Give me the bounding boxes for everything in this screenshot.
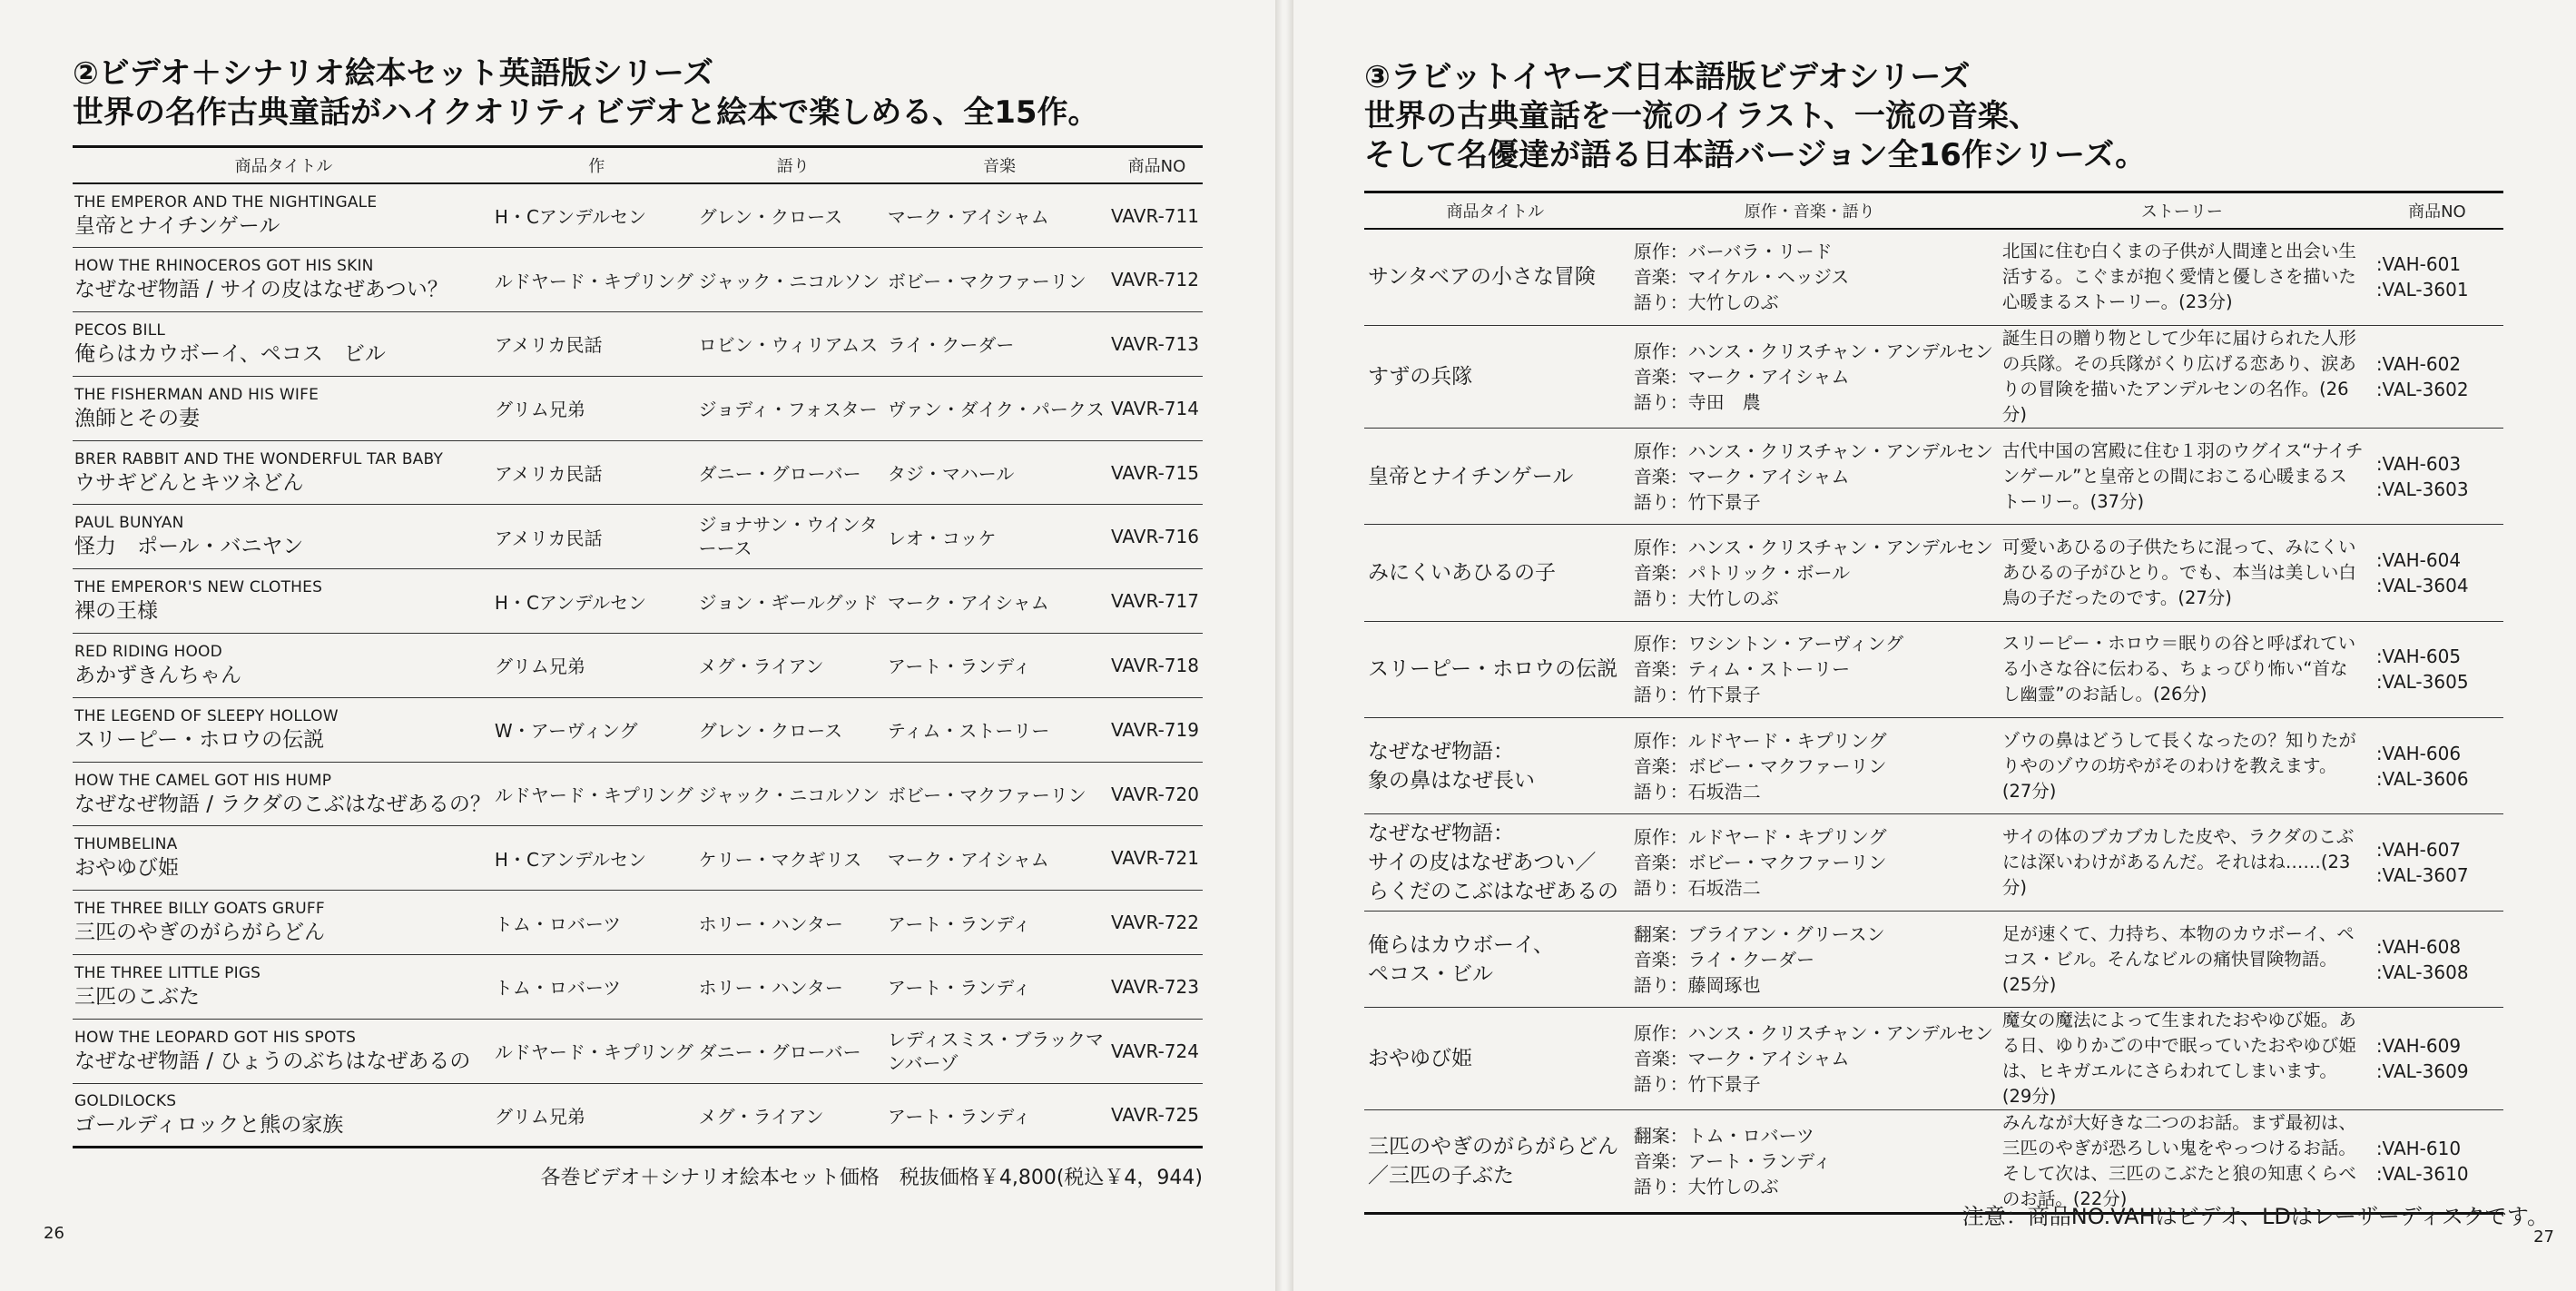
music-cell: ライ・クーダー — [887, 334, 1015, 357]
product-code: :VAL-3609 — [2375, 1060, 2469, 1083]
product-code-cell: VAVR-711 — [1111, 204, 1199, 227]
title-japanese: ゴールディロックと熊の家族 — [74, 1113, 344, 1138]
credits-cell — [1627, 814, 1993, 911]
table-row — [73, 505, 1203, 569]
credits-cell — [1627, 525, 1993, 621]
title-cell — [73, 569, 495, 634]
title-cell — [73, 826, 495, 891]
product-code-cell — [2371, 325, 2503, 428]
product-code-cell: VAVR-722 — [1111, 912, 1199, 934]
story-cell: みんなが大好きな二つのお話。まず最初は、三匹のやぎが恐ろしい鬼をやっつけるお話。そして次は、三匹のこぶたと狼の知恵くらべのお話。(22分) — [2001, 1112, 2356, 1210]
product-code-cell — [2371, 621, 2503, 717]
title-japanese: なぜなぜ物語 / ラクダのこぶはなぜあるの？ — [74, 792, 491, 816]
table-row — [1364, 229, 2503, 325]
product-code-cell: VAVR-715 — [1111, 461, 1199, 484]
table-row — [73, 248, 1203, 312]
right-heading-line1: ③ラビットイヤーズ日本語版ビデオシリーズ — [1364, 59, 1971, 95]
table-row — [73, 826, 1203, 891]
table-row — [73, 891, 1203, 955]
japanese-series-table — [1364, 191, 2503, 1215]
product-code-cell: VAVR-724 — [1111, 1040, 1199, 1062]
product-code: :VAL-3608 — [2375, 961, 2469, 983]
title-cell: みにくいあひるの子 — [1368, 560, 1556, 585]
credit-line: 音楽：マーク・アイシャム — [1633, 1048, 1850, 1070]
title-japanese: 俺らはカウボーイ、ペコス ビル — [74, 341, 386, 366]
table-row — [73, 312, 1203, 377]
music-cell: マーク・アイシャム — [887, 848, 1049, 871]
author-cell: アメリカ民話 — [494, 334, 603, 357]
credit-line: 音楽：ティム・ストーリー — [1633, 658, 1851, 681]
product-code: :VAH-607 — [2375, 839, 2462, 862]
title-cell — [73, 955, 495, 1020]
table-row — [73, 697, 1203, 762]
story-cell: 魔女の魔法によって生まれたおやゆび姫。ある日、ゆりかごの中で眠っていたおやゆび姫は、ヒキガエルにさらわれてしまいます。(29分) — [2001, 1010, 2356, 1108]
table-row — [73, 376, 1203, 440]
credits-cell — [1627, 325, 1993, 428]
table-row — [73, 955, 1203, 1020]
story-cell: 古代中国の宮殿に住む１羽のウグイス“ナイチンゲール”と皇帝との間におこる心暖まるストーリー。(37分) — [2001, 439, 2364, 512]
title-cell: サンタベアの小さな冒険 — [1368, 265, 1596, 290]
music-cell: ボビー・マクファーリン — [887, 270, 1086, 292]
narrator-cell: ジャック・ニコルソン — [698, 270, 880, 292]
credit-line: 語り：藤岡琢也 — [1633, 973, 1761, 996]
column-header: 作 — [588, 157, 605, 176]
author-cell: グリム兄弟 — [494, 655, 585, 678]
title-english: THE THREE LITTLE PIGS — [74, 963, 261, 982]
product-code-cell: VAVR-716 — [1111, 526, 1199, 548]
table-row — [73, 762, 1203, 826]
product-code-cell — [2371, 229, 2503, 325]
credit-line: 音楽：マーク・アイシャム — [1633, 365, 1850, 388]
title-japanese: おやゆび姫 — [74, 856, 179, 881]
table-row — [1364, 428, 2503, 524]
left-heading-line2: 世界の名作古典童話がハイクオリティビデオと絵本で楽しめる、全15作。 — [73, 94, 1099, 131]
product-code: :VAH-605 — [2375, 646, 2462, 668]
title-english: PECOS BILL — [74, 320, 166, 340]
author-cell: トム・ロバーツ — [494, 912, 622, 935]
table-row — [73, 634, 1203, 698]
product-code-note: 注意：商品NO.VAHはビデオ、LDはレーザーディスクです。 — [1961, 1204, 2549, 1229]
author-cell: アメリカ民話 — [494, 527, 603, 549]
title-cell — [73, 183, 495, 248]
product-code: :VAL-3603 — [2375, 478, 2469, 500]
product-code-cell — [2371, 911, 2503, 1007]
author-cell: ルドヤード・キプリング — [494, 784, 693, 807]
product-code-cell: VAVR-714 — [1111, 397, 1199, 419]
narrator-cell: ホリー・ハンター — [698, 912, 843, 935]
music-cell: アート・ランディ — [887, 1105, 1031, 1128]
title-english: GOLDILOCKS — [74, 1092, 177, 1111]
music-cell: マーク・アイシャム — [887, 591, 1049, 614]
story-cell: 足が速くて、力持ち、本物のカウボーイ、ペコス・ビル。そんなビルの痛快冒険物語。(25分) — [2001, 922, 2355, 995]
title-english: THE EMPEROR AND THE NIGHTINGALE — [74, 192, 378, 212]
table-row — [1364, 718, 2503, 814]
product-code: :VAL-3605 — [2375, 671, 2469, 694]
author-cell: アメリカ民話 — [494, 463, 603, 486]
price-note: 各巻ビデオ＋シナリオ絵本セット価格 税抜価格￥4,800(税込￥4，944) — [540, 1167, 1203, 1189]
narrator-cell: ロビン・ウィリアムス — [698, 334, 879, 357]
credits-cell — [1627, 1008, 1993, 1110]
credits-cell — [1627, 911, 1993, 1007]
credit-line: 音楽：マイケル・ヘッジス — [1633, 266, 1850, 289]
product-code: :VAL-3610 — [2375, 1163, 2469, 1186]
narrator-cell: ジョディ・フォスター — [698, 399, 878, 421]
table-header-row — [1364, 192, 2503, 230]
narrator-cell: ダニー・グローバー — [698, 1041, 861, 1064]
credit-line: 翻案：ブライアン・グリースン — [1633, 922, 1885, 945]
music-cell: マーク・アイシャム — [887, 206, 1049, 229]
title-japanese: 三匹のやぎのがらがらどん — [74, 921, 325, 945]
column-header: ストーリー — [2140, 202, 2223, 222]
credit-line: 原作：ハンス・クリスチャン・アンデルセン — [1633, 439, 1993, 462]
credit-line: 語り：石坂浩二 — [1633, 877, 1761, 900]
title-japanese: 皇帝とナイチンゲール — [74, 213, 280, 238]
music-cell: アート・ランディ — [887, 655, 1031, 678]
title-japanese: 裸の王様 — [74, 599, 158, 624]
story-cell: サイの体のブカブカした皮や、ラクダのこぶには深いわけがあるんだ。それはね……(23分) — [2001, 826, 2355, 899]
author-cell: ルドヤード・キプリング — [494, 270, 693, 292]
title-japanese: 漁師とその妻 — [74, 406, 200, 430]
title-english: PAUL BUNYAN — [74, 514, 184, 533]
title-english: HOW THE CAMEL GOT HIS HUMP — [74, 771, 332, 790]
title-cell — [73, 891, 495, 955]
narrator-cell: グレン・クロース — [698, 206, 843, 229]
credit-line: 原作：ワシントン・アーヴィング — [1633, 633, 1903, 655]
column-header: 商品NO — [2408, 202, 2466, 222]
story-cell: 北国に住む白くまの子供が人間達と出会い生活する。こぐまが抱く愛情と優しさを描いた心暖まるストーリー。(23分) — [2001, 241, 2356, 313]
credit-line: 音楽：アート・ランディ — [1633, 1150, 1832, 1173]
music-cell: タジ・マハール — [887, 463, 1015, 486]
right-heading-line2: 世界の古典童話を一流のイラスト、一流の音楽、 — [1364, 98, 2040, 134]
credits-cell — [1627, 621, 1993, 717]
credit-line: 音楽：ボビー・マクファーリン — [1633, 852, 1887, 874]
title-cell — [73, 762, 495, 826]
right-heading — [1364, 58, 2146, 175]
title-japanese: なぜなぜ物語 / ひょうのぶちはなぜあるの — [74, 1049, 471, 1073]
english-series-table — [73, 145, 1203, 1148]
credit-line: 語り：竹下景子 — [1633, 490, 1761, 513]
credit-line: 原作：バーバラ・リード — [1633, 241, 1833, 263]
author-cell: H・Cアンデルセン — [494, 591, 647, 614]
right-heading-line3: そして名優達が語る日本語バージョン全16作シリーズ。 — [1364, 137, 2147, 173]
title-cell — [73, 376, 495, 440]
credits-cell — [1627, 229, 1993, 325]
product-code: :VAL-3602 — [2375, 378, 2469, 400]
title-cell — [73, 1083, 495, 1148]
title-cell: なぜなぜ物語： 象の鼻はなぜ長い — [1368, 739, 1535, 793]
credit-line: 語り：大竹しのぶ — [1633, 586, 1779, 609]
book-gutter — [1275, 0, 1293, 1291]
product-code-cell: VAVR-723 — [1111, 975, 1199, 998]
title-cell: 皇帝とナイチンゲール — [1368, 464, 1574, 488]
music-cell: ヴァン・ダイク・パークス — [887, 399, 1105, 421]
title-cell — [73, 248, 495, 312]
product-code: :VAH-604 — [2375, 548, 2462, 571]
title-cell: おやゆび姫 — [1368, 1047, 1472, 1071]
music-cell: ティム・ストーリー — [887, 720, 1050, 743]
title-cell: スリーピー・ホロウの伝説 — [1368, 657, 1618, 682]
credit-line: 語り：竹下景子 — [1633, 684, 1761, 706]
credit-line: 原作：ルドヤード・キプリング — [1633, 729, 1887, 752]
music-cell: レディスミス・ブラックマンバーゾ — [887, 1028, 1104, 1074]
left-heading-line1: ②ビデオ＋シナリオ絵本セット英語版シリーズ — [73, 55, 714, 92]
credit-line: 語り：竹下景子 — [1633, 1073, 1761, 1096]
credits-cell — [1627, 718, 1993, 814]
product-code-cell: VAVR-719 — [1111, 718, 1199, 741]
narrator-cell: メグ・ライアン — [698, 1105, 824, 1128]
credit-line: 語り：石坂浩二 — [1633, 780, 1761, 803]
title-english: THE EMPEROR'S NEW CLOTHES — [74, 578, 323, 597]
title-cell: なぜなぜ物語： サイの皮はなぜあつい／ らくだのこぶはなぜあるの — [1368, 822, 1618, 904]
credit-line: 原作：ハンス・クリスチャン・アンデルセン — [1633, 1022, 1993, 1045]
title-cell — [73, 505, 495, 569]
music-cell: アート・ランディ — [887, 977, 1031, 1000]
story-cell: 誕生日の贈り物として少年に届けられた人形の兵隊。その兵隊がくり広げる恋あり、涙ありの冒険を描いたアンデルセンの名作。(26分) — [2001, 327, 2356, 425]
narrator-cell: ダニー・グローバー — [698, 463, 861, 486]
title-japanese: なぜなぜ物語 / サイの皮はなぜあつい？ — [74, 278, 448, 302]
table-row — [73, 569, 1203, 634]
product-code-cell: VAVR-713 — [1111, 332, 1199, 355]
credit-line: 語り：寺田 農 — [1633, 390, 1761, 413]
table-row — [73, 440, 1203, 505]
product-code-cell: VAVR-725 — [1111, 1104, 1199, 1127]
product-code: :VAL-3606 — [2375, 767, 2469, 790]
product-code-cell: VAVR-721 — [1111, 847, 1199, 870]
product-code-cell — [2371, 525, 2503, 621]
title-japanese: スリーピー・ホロウの伝説 — [74, 727, 325, 752]
music-cell: レオ・コッケ — [887, 527, 997, 549]
title-japanese: あかずきんちゃん — [74, 663, 241, 687]
narrator-cell: グレン・クロース — [698, 720, 843, 743]
product-code-cell — [2371, 1008, 2503, 1110]
title-english: BRER RABBIT AND THE WONDERFUL TAR BABY — [74, 449, 444, 468]
title-japanese: 三匹のこぶた — [74, 984, 200, 1009]
narrator-cell: ケリー・マクギリス — [698, 848, 862, 871]
credit-line: 原作：ハンス・クリスチャン・アンデルセン — [1633, 340, 1993, 362]
product-code-cell — [2371, 718, 2503, 814]
table-row — [1364, 525, 2503, 621]
column-header: 音楽 — [982, 157, 1016, 176]
narrator-cell: ジョナサン・ウインターース — [698, 514, 878, 560]
author-cell: トム・ロバーツ — [494, 977, 622, 1000]
page-number: 26 — [44, 1224, 64, 1243]
table-row — [1364, 911, 2503, 1007]
product-code: :VAH-601 — [2375, 253, 2462, 276]
product-code: :VAH-609 — [2375, 1035, 2462, 1058]
credit-line: 原作：ルドヤード・キプリング — [1633, 826, 1887, 849]
title-cell — [73, 440, 495, 505]
credit-line: 語り：大竹しのぶ — [1633, 291, 1779, 314]
title-cell — [73, 634, 495, 698]
product-code: :VAL-3604 — [2375, 574, 2469, 596]
table-row — [1364, 814, 2503, 911]
product-code: :VAL-3601 — [2375, 279, 2469, 301]
author-cell: グリム兄弟 — [494, 399, 585, 421]
left-heading — [73, 54, 1099, 133]
column-header: 原作・音楽・語り — [1744, 202, 1875, 222]
product-code-cell: VAVR-720 — [1111, 783, 1199, 805]
title-english: THE LEGEND OF SLEEPY HOLLOW — [74, 706, 339, 725]
table-row — [1364, 325, 2503, 428]
credits-cell — [1627, 428, 1993, 524]
title-japanese: 怪力 ポール・バニヤン — [74, 535, 304, 559]
right-page — [1293, 0, 2576, 1291]
title-english: HOW THE LEOPARD GOT HIS SPOTS — [74, 1028, 357, 1047]
table-row — [73, 183, 1203, 248]
credits-cell — [1627, 1110, 1993, 1214]
author-cell: W・アーヴィング — [494, 720, 638, 743]
credit-line: 音楽：ボビー・マクファーリン — [1633, 754, 1887, 777]
title-cell: 三匹のやぎのがらがらどん ／三匹の子ぶた — [1368, 1135, 1618, 1188]
title-cell — [73, 1019, 495, 1083]
title-cell — [73, 697, 495, 762]
title-english: THE THREE BILLY GOATS GRUFF — [74, 900, 325, 919]
product-code-cell: VAVR-717 — [1111, 590, 1199, 613]
title-cell: 俺らはカウボーイ、 ペコス・ビル — [1368, 932, 1554, 986]
music-cell: ボビー・マクファーリン — [887, 784, 1086, 807]
left-page — [0, 0, 1275, 1291]
narrator-cell: ジョン・ギールグッド — [698, 591, 879, 614]
credit-line: 翻案：トム・ロバーツ — [1633, 1125, 1814, 1148]
table-row — [1364, 1008, 2503, 1110]
credit-line: 語り：大竹しのぶ — [1633, 1176, 1779, 1198]
credit-line: 音楽：パトリック・ボール — [1633, 561, 1851, 584]
title-english: THUMBELINA — [74, 835, 178, 854]
product-code-cell — [2371, 428, 2503, 524]
author-cell: ルドヤード・キプリング — [494, 1041, 693, 1064]
column-header: 語り — [776, 157, 810, 176]
story-cell: ゾウの鼻はどうして長くなったの？知りたがりやのゾウの坊やがそのわけを教えます。(27分) — [2001, 729, 2356, 802]
narrator-cell: ジャック・ニコルソン — [698, 784, 880, 807]
title-cell: すずの兵隊 — [1368, 364, 1473, 389]
title-english: THE FISHERMAN AND HIS WIFE — [74, 385, 320, 404]
table-header-row — [73, 147, 1203, 184]
author-cell: H・Cアンデルセン — [494, 206, 647, 229]
music-cell: アート・ランディ — [887, 912, 1031, 935]
page-number: 27 — [2533, 1227, 2554, 1247]
product-code: :VAH-608 — [2375, 935, 2462, 958]
product-code-cell: VAVR-718 — [1111, 654, 1199, 676]
table-row — [73, 1083, 1203, 1148]
column-header: 商品タイトル — [1446, 202, 1545, 222]
title-english: RED RIDING HOOD — [74, 642, 222, 661]
product-code: :VAH-602 — [2375, 352, 2462, 375]
author-cell: グリム兄弟 — [494, 1105, 585, 1128]
title-english: HOW THE RHINOCEROS GOT HIS SKIN — [74, 257, 374, 276]
product-code: :VAH-610 — [2375, 1138, 2462, 1160]
product-code: :VAL-3607 — [2375, 864, 2469, 887]
product-code-cell — [2371, 814, 2503, 911]
story-cell: スリーピー・ホロウ＝眠りの谷と呼ばれている小さな谷に伝わる、ちょっぴり怖い“首なし幽霊”のお話し。(26分) — [2001, 633, 2356, 705]
column-header: 商品NO — [1127, 157, 1186, 176]
narrator-cell: ホリー・ハンター — [698, 977, 843, 1000]
table-row — [1364, 621, 2503, 717]
product-code-cell: VAVR-712 — [1111, 269, 1199, 291]
author-cell: H・Cアンデルセン — [494, 848, 647, 871]
credit-line: 音楽：マーク・アイシャム — [1633, 465, 1850, 488]
narrator-cell: メグ・ライアン — [698, 655, 824, 678]
credit-line: 音楽：ライ・クーダー — [1633, 948, 1815, 971]
story-cell: 可愛いあひるの子供たちに混って、みにくいあひるの子がひとり。でも、本当は美しい白鳥の子だったのです。(27分) — [2001, 536, 2356, 608]
column-header: 商品タイトル — [234, 157, 333, 176]
product-code: :VAH-603 — [2375, 452, 2462, 475]
table-row — [73, 1019, 1203, 1083]
title-japanese: ウサギどんとキツネどん — [74, 470, 304, 495]
credit-line: 原作：ハンス・クリスチャン・アンデルセン — [1633, 536, 1993, 558]
title-cell — [73, 312, 495, 377]
product-code: :VAH-606 — [2375, 742, 2462, 764]
